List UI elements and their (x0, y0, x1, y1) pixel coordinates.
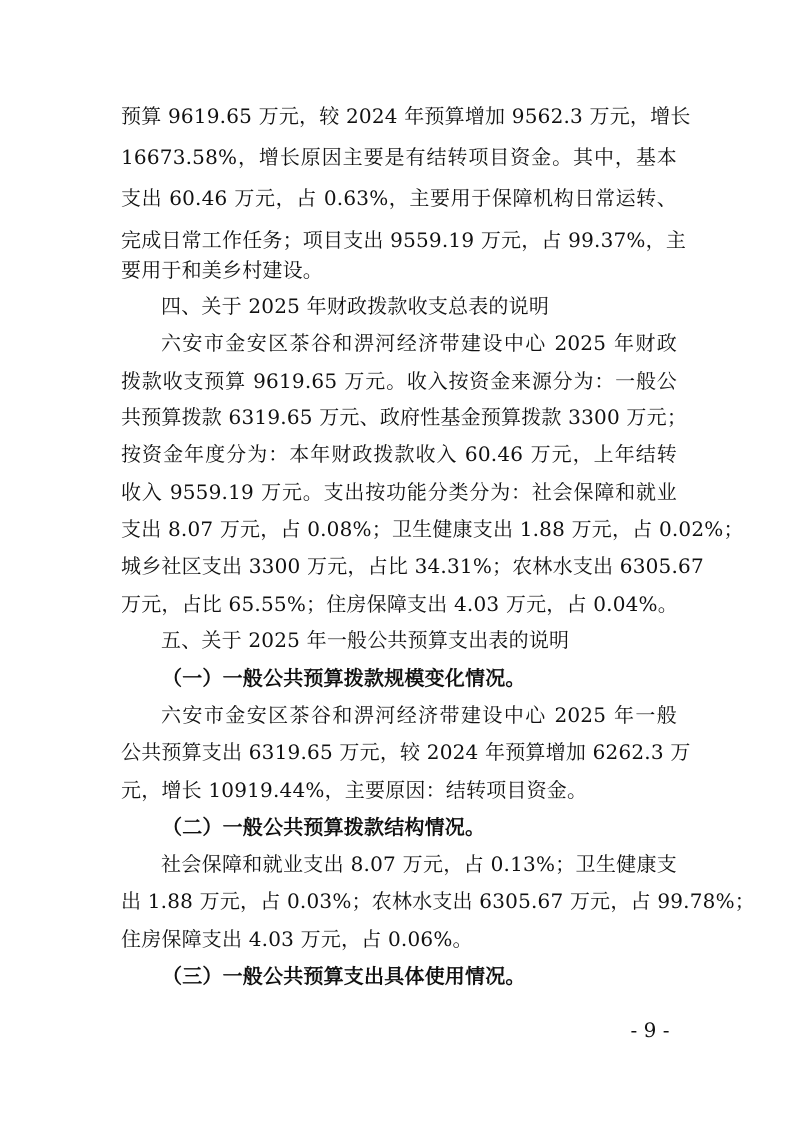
body-text-line: 完成日常工作任务；项目支出 9559.19 万元，占 99.37%，主 (121, 228, 687, 252)
body-text-line: 拨款收支预算 9619.65 万元。收入按资金来源分为：一般公 (121, 369, 677, 393)
body-text-line: 预算 9619.65 万元，较 2024 年预算增加 9562.3 万元，增长 (121, 104, 691, 128)
body-text-line: 城乡社区支出 3300 万元，占比 34.31%；农林水支出 6305.67 (121, 554, 704, 578)
body-text-line: 按资金年度分为：本年财政拨款收入 60.46 万元，上年结转 (121, 442, 677, 466)
body-text-line: 六安市金安区茶谷和淠河经济带建设中心 2025 年一般 (161, 703, 677, 727)
page-number: - 9 - (630, 1018, 670, 1042)
subsection-heading-2: （二）一般公共预算拨款结构情况。 (162, 815, 486, 839)
body-text-line: 16673.58%，增长原因主要是有结转项目资金。其中，基本 (121, 145, 677, 169)
body-text-line: 住房保障支出 4.03 万元，占 0.06%。 (121, 927, 473, 951)
section-heading-5: 五、关于 2025 年一般公共预算支出表的说明 (161, 628, 570, 652)
subsection-heading-1: （一）一般公共预算拨款规模变化情况。 (162, 666, 526, 690)
section-heading-4: 四、关于 2025 年财政拨款收支总表的说明 (161, 294, 550, 318)
body-text-line: 元，增长 10919.44%，主要原因：结转项目资金。 (121, 778, 588, 802)
body-text-line: 六安市金安区茶谷和淠河经济带建设中心 2025 年财政 (161, 331, 677, 355)
body-text-line: 社会保障和就业支出 8.07 万元，占 0.13%；卫生健康支 (161, 852, 677, 876)
body-text-line: 支出 8.07 万元，占 0.08%；卫生健康支出 1.88 万元，占 0.02%； (121, 517, 744, 541)
body-text-line: 要用于和美乡村建设。 (121, 258, 323, 282)
body-text-line: 共预算拨款 6319.65 万元、政府性基金预算拨款 3300 万元； (121, 405, 688, 429)
body-text-line: 出 1.88 万元，占 0.03%；农林水支出 6305.67 万元，占 99.78%； (121, 889, 755, 913)
body-text-line: 公共预算支出 6319.65 万元，较 2024 年预算增加 6262.3 万 (121, 740, 691, 764)
subsection-heading-3: （三）一般公共预算支出具体使用情况。 (162, 964, 526, 988)
body-text-line: 万元，占比 65.55%；住房保障支出 4.03 万元，占 0.04%。 (121, 592, 678, 616)
body-text-line: 支出 60.46 万元，占 0.63%，主要用于保障机构日常运转、 (121, 186, 677, 210)
body-text-line: 收入 9559.19 万元。支出按功能分类分为：社会保障和就业 (121, 480, 677, 504)
